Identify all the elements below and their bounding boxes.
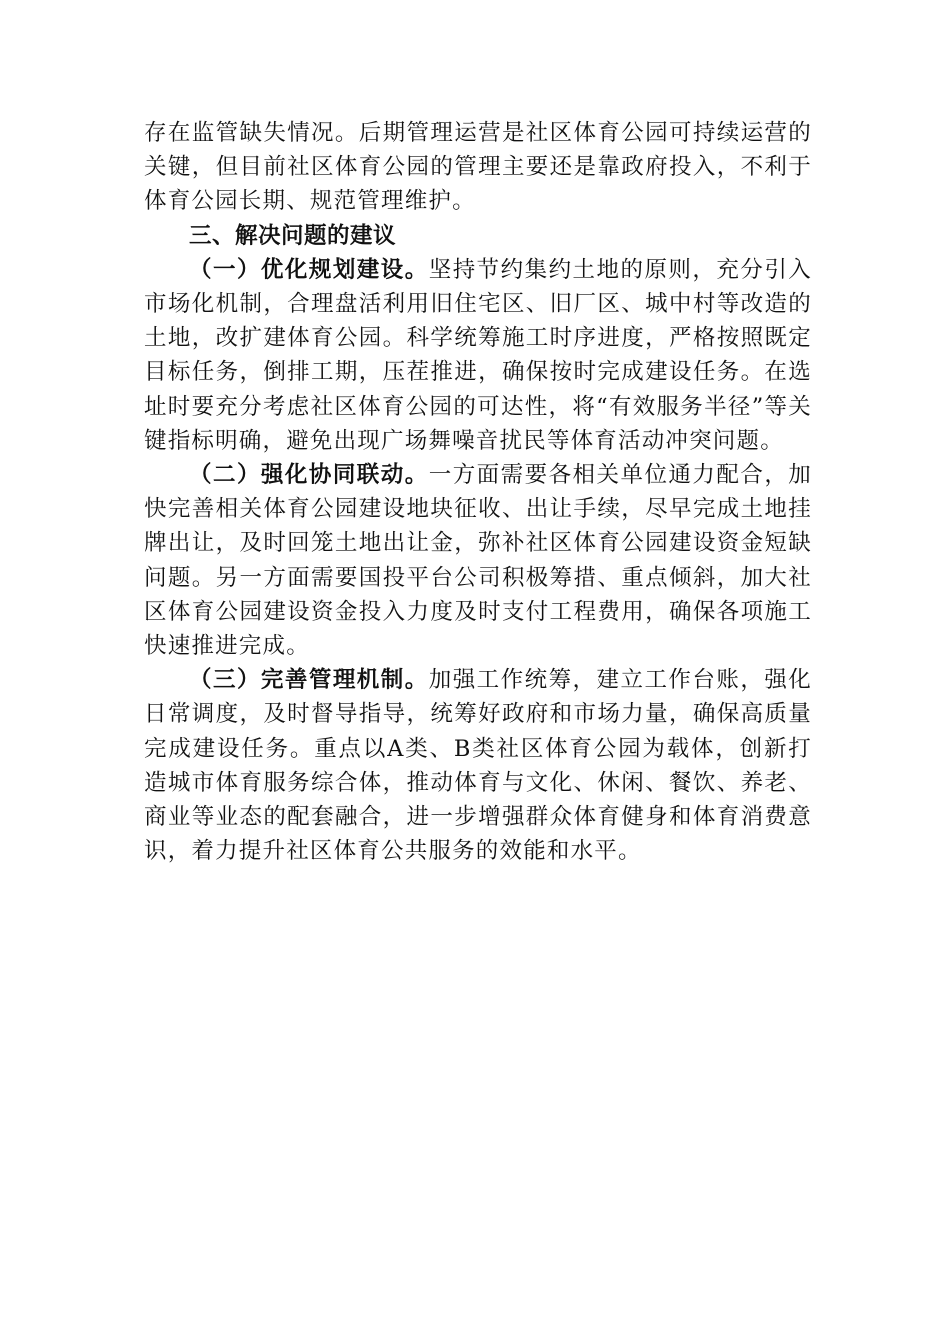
suggestion-text-2: 一方面需要各相关单位通力配合，加快完善相关体育公园建设地块征收、出让手续，尽早完成土地挂牌出让，及时回笼土地出让金，弥补社区体育公园建设资金短缺问题。另一方面需要国投平台公司积极筹措、重点倾斜，加大社区体育公园建设资金投入力度及时支付工程费用，确保各项施工快速推进完成。 bbox=[144, 462, 812, 660]
suggestion-lead-2: （二）强化协同联动。 bbox=[189, 462, 429, 489]
suggestion-lead-1: （一）优化规划建设。 bbox=[189, 256, 429, 283]
section-heading: 三、解决问题的建议 bbox=[189, 222, 397, 249]
suggestion-paragraph-1 bbox=[144, 253, 812, 458]
suggestion-paragraph-2 bbox=[144, 458, 812, 663]
suggestion-paragraph-3 bbox=[144, 663, 812, 868]
paragraph-text: 存在监管缺失情况。后期管理运营是社区体育公园可持续运营的关键，但目前社区体育公园的管理主要还是靠政府投入，不利于体育公园长期、规范管理维护。 bbox=[144, 120, 812, 215]
document-body bbox=[144, 116, 812, 868]
suggestion-text-3: 加强工作统筹，建立工作台账，强化日常调度，及时督导指导，统筹好政府和市场力量，确保高质量完成建设任务。重点以A类、B类社区体育公园为载体，创新打造城市体育服务综合体，推动体育与文化、休闲、餐饮、养老、商业等业态的配套融合，进一步增强群众体育健身和体育消费意识，着力提升社区体育公共服务的效能和水平。 bbox=[144, 667, 812, 865]
continuation-paragraph bbox=[144, 116, 812, 219]
suggestion-text-1: 坚持节约集约土地的原则，充分引入市场化机制，合理盘活利用旧住宅区、旧厂区、城中村等改造的土地，改扩建体育公园。科学统筹施工时序进度，严格按照既定目标任务，倒排工期，压茬推进，确保按时完成建设任务。在选址时要充分考虑社区体育公园的可达性，将“有效服务半径”等关键指标明确，避免出现广场舞噪音扰民等体育活动冲突问题。 bbox=[144, 256, 812, 454]
suggestion-lead-3: （三）完善管理机制。 bbox=[189, 667, 429, 694]
